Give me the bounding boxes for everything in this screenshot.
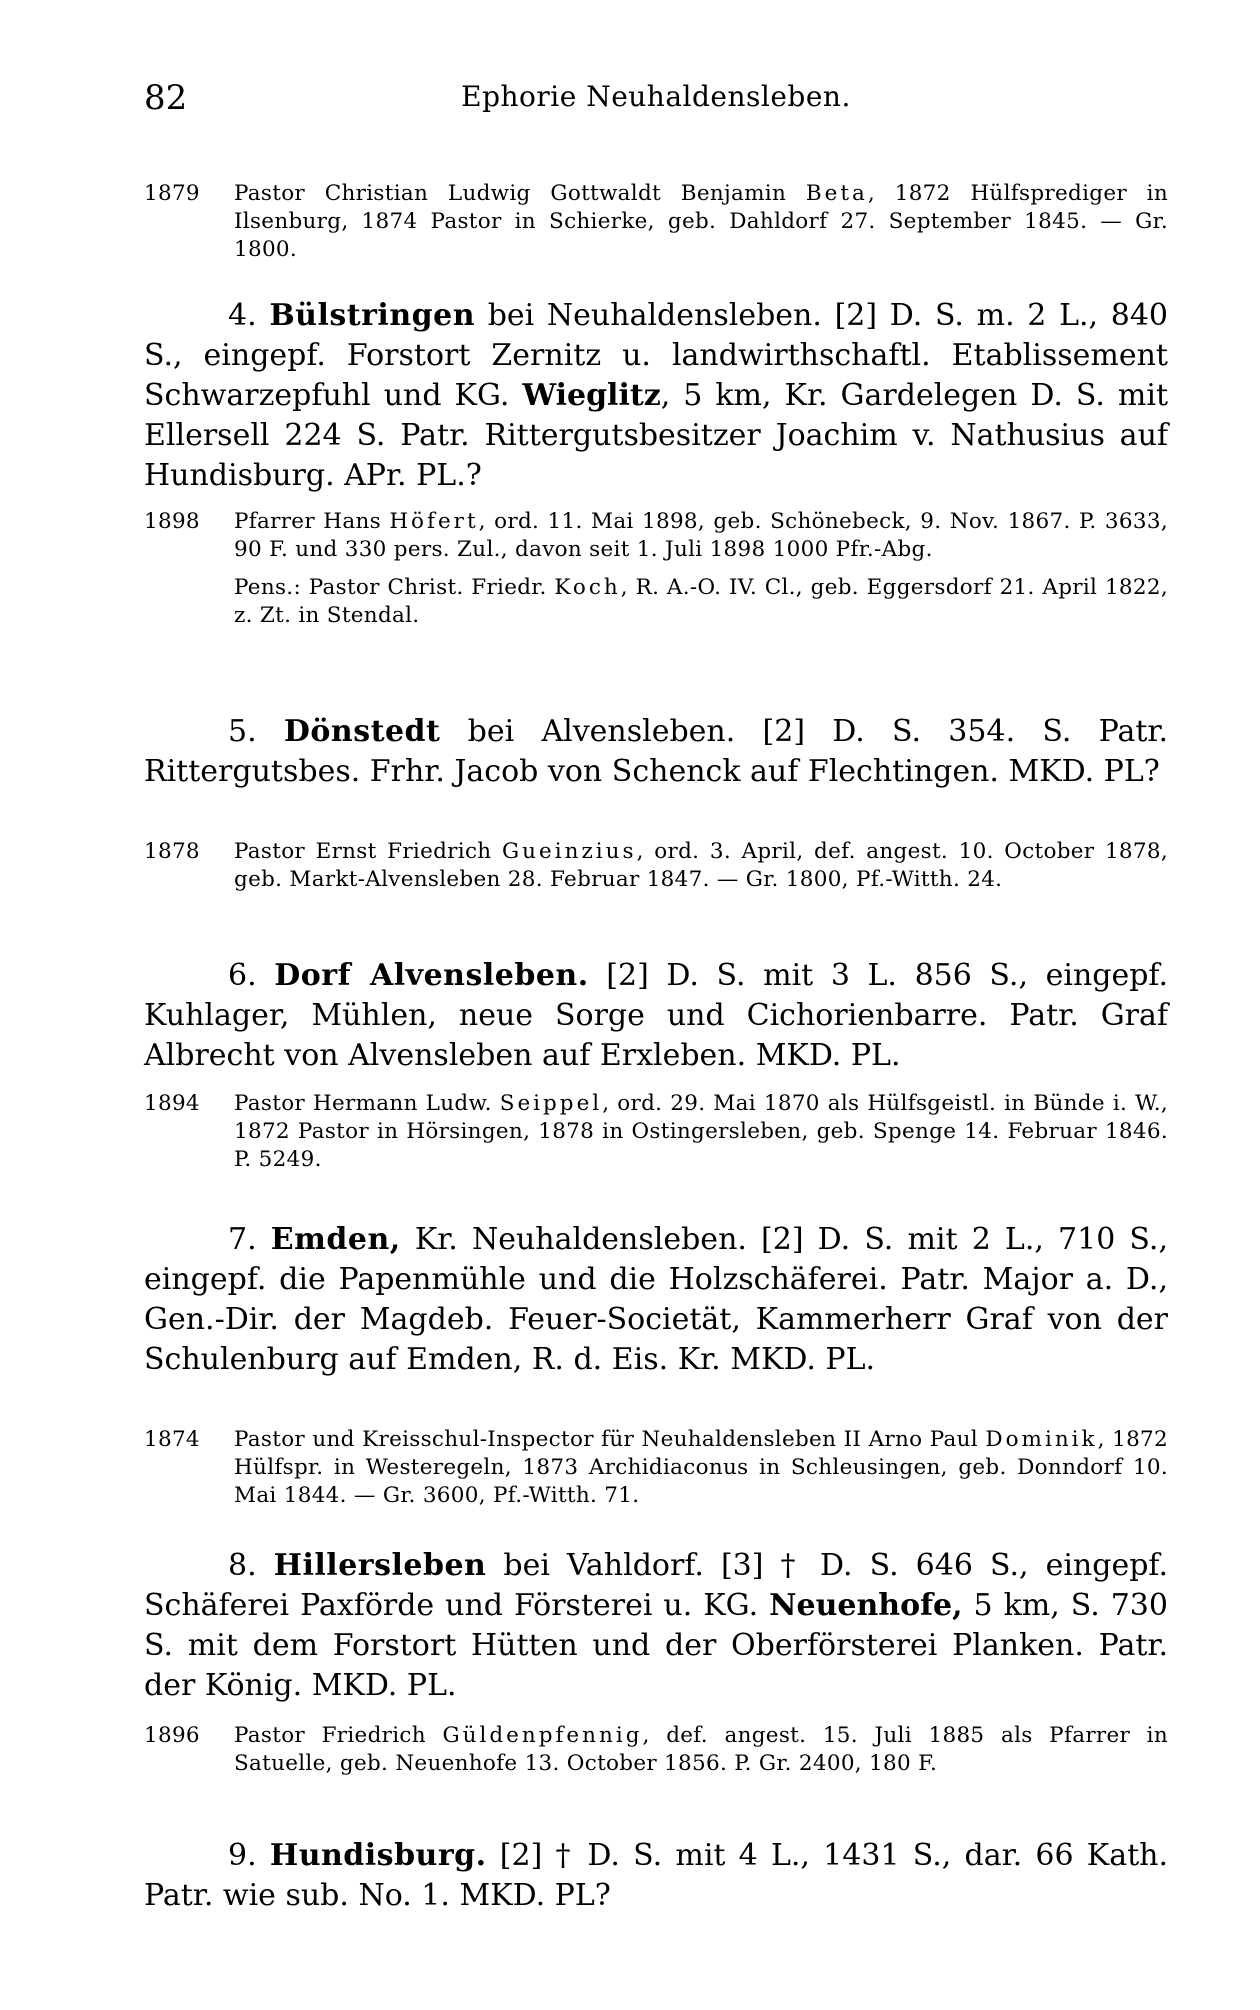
parish-entry-6: 6. Dorf Alvensleben. [2] D. S. mit 3 L. 856 S., eingepf. Kuhlager, Mühlen, neue Sorge und Cichorienbarre. Patr. Graf Albrecht von Alvensleben auf Erxleben. MKD. PL. xyxy=(144,958,1168,1073)
clergy-entry-5 xyxy=(144,838,1168,894)
parish-name: Dorf Alvensleben. xyxy=(274,958,589,993)
parish-entry-8: 8. Hillersleben bei Vahldorf. [3] † D. S. 646 S., eingepf. Schäferei Paxförde und Försterei u. KG. Neuenhofe, 5 km, S. 730 S. mit dem Forstort Hütten und der Oberförsterei Planken. Patr. der König. MKD. PL. xyxy=(144,1548,1168,1703)
clergy-entry-6 xyxy=(144,1090,1168,1174)
parish-entry-5: 5. Dönstedt bei Alvensleben. [2] D. S. 354. S. Patr. Rittergutsbes. Frhr. Jacob von Schenck auf Flechtingen. MKD. PL? xyxy=(144,714,1168,789)
pension-note: Pens.: Pastor Christ. Friedr. Koch, R. A.-O. IV. Cl., geb. Eggersdorf 21. April 1822, z. Zt. in Stendal. xyxy=(234,575,1168,628)
clergy-year: 1898 xyxy=(144,509,200,534)
pensioner-name: Koch xyxy=(554,575,621,600)
clergy-name: Höfert xyxy=(389,509,479,534)
running-head: Ephorie Neuhaldensleben. xyxy=(461,80,851,113)
clergy-year: 1879 xyxy=(144,181,200,206)
page-number: 82 xyxy=(144,78,188,118)
clergy-entry-7 xyxy=(144,1426,1168,1510)
clergy-name: Güldenpfennig xyxy=(442,1723,643,1748)
parish-name: Dönstedt xyxy=(283,714,441,749)
clergy-name: Dominik xyxy=(985,1427,1098,1452)
parish-entry-4: 4. Bülstringen bei Neuhaldensleben. [2] D. S. m. 2 L., 840 S., eingepf. Forstort Zernitz u. landwirthschaftl. Etablissement Schwarzepfuhl und KG. Wieglitz, 5 km, Kr. Gardelegen D. S. mit Ellersell 224 S. Patr. Rittergutsbesitzer Joachim v. Nathusius auf Hundisburg. APr. PL.? xyxy=(144,298,1169,493)
sub-parish-name: Neuenhofe, xyxy=(769,1588,963,1623)
clergy-year: 1894 xyxy=(144,1091,200,1116)
parish-number: 6. xyxy=(228,958,257,993)
clergy-year: 1896 xyxy=(144,1723,200,1748)
page-header xyxy=(144,78,1168,126)
clergy-name: Beta xyxy=(805,181,868,206)
clergy-name: Seippel xyxy=(499,1091,603,1116)
clergy-text: Pastor Hermann Ludw. Seippel, ord. 29. Mai 1870 als Hülfsgeistl. in Bünde i. W., 1872 Pastor in Hörsingen, 1878 in Ostingersleben, geb. Spenge 14. Februar 1846. P. 5249. xyxy=(234,1091,1168,1172)
parish-entry-7: 7. Emden, Kr. Neuhaldensleben. [2] D. S. mit 2 L., 710 S., eingepf. die Papenmühle und die Holzschäferei. Patr. Major a. D., Gen.-Dir. der Magdeb. Feuer-Societät, Kammerherr Graf von der Schulenburg auf Emden, R. d. Eis. Kr. MKD. PL. xyxy=(144,1222,1168,1377)
clergy-text: Pastor Ernst Friedrich Gueinzius, ord. 3. April, def. angest. 10. October 1878, geb. Markt-Alvensleben 28. Februar 1847. — Gr. 1800, Pf.-Witth. 24. xyxy=(234,839,1168,892)
parish-number: 7. xyxy=(228,1222,257,1257)
clergy-entry-8 xyxy=(144,1722,1168,1778)
clergy-text: Pfarrer Hans Höfert, ord. 11. Mai 1898, geb. Schönebeck, 9. Nov. 1867. P. 3633, 90 F. und 330 pers. Zul., davon seit 1. Juli 1898 1000 Pfr.-Abg. xyxy=(234,509,1168,562)
clergy-text: Pastor Friedrich Güldenpfennig, def. angest. 15. Juli 1885 als Pfarrer in Satuelle, geb. Neuenhofe 13. October 1856. P. Gr. 2400, 180 F. xyxy=(234,1723,1168,1776)
parish-number: 5. xyxy=(228,714,257,749)
parish-number: 8. xyxy=(228,1548,257,1583)
parish-name: Bülstringen xyxy=(269,298,476,333)
parish-name: Emden, xyxy=(270,1222,401,1257)
parish-name: Hundisburg. xyxy=(269,1838,487,1873)
clergy-year: 1878 xyxy=(144,839,200,864)
sub-parish-name: Wieglitz xyxy=(522,378,661,413)
parish-entry-9: 9. Hundisburg. [2] † D. S. mit 4 L., 1431 S., dar. 66 Kath. Patr. wie sub. No. 1. MKD. PL? xyxy=(144,1838,1168,1913)
parish-number: 4. xyxy=(228,298,257,333)
parish-number: 9. xyxy=(228,1838,257,1873)
clergy-entry-top xyxy=(144,180,1168,264)
clergy-entry-4 xyxy=(144,508,1168,630)
clergy-name: Gueinzius xyxy=(502,839,637,864)
clergy-text: Pastor Christian Ludwig Gottwaldt Benjamin Beta, 1872 Hülfsprediger in Ilsenburg, 1874 Pastor in Schierke, geb. Dahldorf 27. September 1845. — Gr. 1800. xyxy=(234,181,1168,262)
clergy-year: 1874 xyxy=(144,1427,200,1452)
parish-name: Hillersleben xyxy=(273,1548,487,1583)
clergy-text: Pastor und Kreisschul-Inspector für Neuhaldensleben II Arno Paul Dominik, 1872 Hülfspr. in Westeregeln, 1873 Archidiaconus in Schleusingen, geb. Donndorf 10. Mai 1844. — Gr. 3600, Pf.-Witth. 71. xyxy=(234,1427,1169,1508)
